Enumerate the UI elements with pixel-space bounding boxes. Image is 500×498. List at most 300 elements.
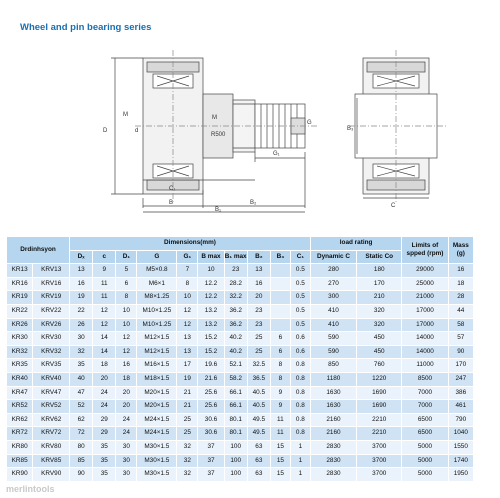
table-cell: 18 (116, 372, 137, 386)
table-cell: 450 (357, 332, 402, 346)
table-row (7, 386, 474, 400)
table-cell: KR72 (7, 427, 33, 441)
table-cell: 24 (93, 386, 116, 400)
table-cell: 0.5 (290, 318, 310, 332)
table-cell: 30 (116, 468, 137, 482)
table-row (7, 372, 474, 386)
table-cell: KRV85 (33, 454, 70, 468)
table-row (7, 291, 474, 305)
table-cell: 100 (224, 454, 247, 468)
table-cell: 12 (93, 318, 116, 332)
subheader-cell: G₁ (177, 250, 198, 264)
table-cell: 6500 (402, 427, 448, 441)
table-cell: 49.5 (247, 413, 270, 427)
table-cell: 37 (198, 440, 224, 454)
table-cell: KR22 (7, 304, 33, 318)
bearing-drawing (95, 40, 455, 215)
table-cell: 52.1 (224, 359, 247, 373)
table-cell: 8 (270, 372, 290, 386)
label-M-right: M (212, 115, 217, 121)
table-cell: 12 (177, 318, 198, 332)
label-d: d (135, 128, 139, 134)
table-cell: KR90 (7, 468, 33, 482)
header-speed: Limits of spped (rpm) (402, 237, 448, 264)
table-cell: 25.6 (198, 386, 224, 400)
table-cell: KRV13 (33, 264, 70, 278)
table-cell: 8 (177, 277, 198, 291)
table-cell: 25000 (402, 277, 448, 291)
table-cell: 2160 (310, 427, 356, 441)
table-cell: 210 (357, 291, 402, 305)
table-cell: 1630 (310, 400, 356, 414)
table-cell: 36.2 (224, 304, 247, 318)
subheader-cell: Dynamic C (310, 250, 356, 264)
table-row (7, 318, 474, 332)
subheader-cell: B₂ (247, 250, 270, 264)
table-cell: M24×1.5 (137, 413, 177, 427)
table-cell: 32 (177, 454, 198, 468)
table-cell: M20×1.5 (137, 400, 177, 414)
subheader-cell: c (93, 250, 116, 264)
table-cell: 320 (357, 318, 402, 332)
table-cell: 14 (93, 345, 116, 359)
table-cell: 1 (290, 468, 310, 482)
table-cell: 5000 (402, 454, 448, 468)
table-cell: 12 (116, 332, 137, 346)
table-cell: KRV26 (33, 318, 70, 332)
table-cell: 12.2 (198, 291, 224, 305)
table-cell: 30 (116, 440, 137, 454)
table-cell: 20 (93, 372, 116, 386)
table-cell: 14000 (402, 332, 448, 346)
table-cell: 52 (70, 400, 93, 414)
table-cell: 90 (448, 345, 473, 359)
label-B2: B₂ (250, 200, 257, 206)
table-cell: 12 (93, 304, 116, 318)
table-row (7, 454, 474, 468)
table-row (7, 304, 474, 318)
table-cell: 22 (70, 304, 93, 318)
table-cell: 37 (198, 454, 224, 468)
table-cell: 850 (310, 359, 356, 373)
table-cell: 8 (270, 359, 290, 373)
table-cell: 28.2 (224, 277, 247, 291)
table-cell: 21 (177, 386, 198, 400)
table-cell: 2830 (310, 454, 356, 468)
table-cell: 25 (177, 427, 198, 441)
table-cell: 0.8 (290, 400, 310, 414)
table-cell: 20 (116, 386, 137, 400)
table-cell: 30 (116, 454, 137, 468)
table-cell: 15.2 (198, 332, 224, 346)
table-cell: 9 (93, 264, 116, 278)
table-cell: 7 (177, 264, 198, 278)
table-cell: 16 (116, 359, 137, 373)
table-cell: KR52 (7, 400, 33, 414)
subheader-cell: Dₓ (70, 250, 93, 264)
table-cell: 29 (93, 413, 116, 427)
table-cell: 47 (70, 386, 93, 400)
table-cell: KR13 (7, 264, 33, 278)
table-cell: 35 (93, 468, 116, 482)
table-cell: KRV47 (33, 386, 70, 400)
table-cell: 2210 (357, 427, 402, 441)
table-cell: 16 (70, 277, 93, 291)
table-cell: 21000 (402, 291, 448, 305)
table-cell: 0.8 (290, 359, 310, 373)
table-cell: 62 (70, 413, 93, 427)
table-cell: 32.2 (224, 291, 247, 305)
table-cell: 15 (270, 468, 290, 482)
table-cell: 10 (116, 318, 137, 332)
table-cell: 8 (116, 291, 137, 305)
label-D: D (103, 128, 108, 134)
table-cell: 36.2 (224, 318, 247, 332)
table-cell: 1 (290, 454, 310, 468)
table-cell: 15.2 (198, 345, 224, 359)
table-cell: M18×1.5 (137, 372, 177, 386)
table-cell: M30×1.5 (137, 440, 177, 454)
table-cell: 49.5 (247, 427, 270, 441)
table-cell: 0.6 (290, 345, 310, 359)
table-cell: 72 (70, 427, 93, 441)
table-cell: 25.6 (198, 400, 224, 414)
table-cell: KRV90 (33, 468, 70, 482)
label-C1: C₁ (169, 186, 176, 192)
table-cell: 30.6 (198, 413, 224, 427)
table-cell: 10 (116, 304, 137, 318)
watermark: merlintools (6, 484, 55, 494)
table-cell: 10 (198, 264, 224, 278)
table-cell (270, 304, 290, 318)
table-cell: 5000 (402, 468, 448, 482)
table-cell: 8500 (402, 372, 448, 386)
table-cell: 6 (270, 345, 290, 359)
table-cell: 1220 (357, 372, 402, 386)
table-cell: 17000 (402, 304, 448, 318)
table-cell: 13 (177, 345, 198, 359)
table-cell: 7000 (402, 386, 448, 400)
table-cell: M12×1.5 (137, 332, 177, 346)
table-cell: 17 (177, 359, 198, 373)
table-cell: 3700 (357, 440, 402, 454)
table-cell: 590 (310, 332, 356, 346)
header-load: load rating (310, 237, 402, 251)
table-cell: M12×1.5 (137, 345, 177, 359)
table-cell: 32 (177, 440, 198, 454)
table-cell: 19.6 (198, 359, 224, 373)
table-cell: 2830 (310, 440, 356, 454)
table-cell: 20 (247, 291, 270, 305)
table-cell: 21.6 (198, 372, 224, 386)
table-cell: 14 (93, 332, 116, 346)
table-row (7, 468, 474, 482)
table-cell: 170 (357, 277, 402, 291)
table-cell: 0.5 (290, 291, 310, 305)
table-cell: M6×1 (137, 277, 177, 291)
table-cell: 760 (357, 359, 402, 373)
table-cell: 9 (270, 400, 290, 414)
table-cell: KR26 (7, 318, 33, 332)
label-B3: B₃ (347, 126, 354, 132)
table-cell: 1040 (448, 427, 473, 441)
table-cell: KR47 (7, 386, 33, 400)
table-cell: M10×1.25 (137, 304, 177, 318)
table-cell: M30×1.5 (137, 454, 177, 468)
table-row (7, 345, 474, 359)
subheader-cell: Static Co (357, 250, 402, 264)
table-cell: 12 (116, 345, 137, 359)
table-cell (270, 264, 290, 278)
table-cell: 13 (177, 332, 198, 346)
table-cell: 19 (70, 291, 93, 305)
table-cell (270, 318, 290, 332)
table-cell: 15 (270, 454, 290, 468)
table-cell: 63 (247, 454, 270, 468)
table-cell: M16×1.5 (137, 359, 177, 373)
table-cell: 0.8 (290, 413, 310, 427)
table-cell: KRV72 (33, 427, 70, 441)
table-cell: 11 (270, 413, 290, 427)
table-cell: 1630 (310, 386, 356, 400)
table-cell: 80 (70, 440, 93, 454)
table-cell: 28 (448, 291, 473, 305)
table-cell: 24 (116, 413, 137, 427)
table-cell: 80.1 (224, 427, 247, 441)
table-cell: 170 (448, 359, 473, 373)
table-cell: 13 (70, 264, 93, 278)
table-cell: 1550 (448, 440, 473, 454)
table-cell: 0.8 (290, 372, 310, 386)
table-cell: 2210 (357, 413, 402, 427)
table-cell: 32.5 (247, 359, 270, 373)
table-cell: KRV32 (33, 345, 70, 359)
table-cell: 16 (448, 264, 473, 278)
subheader-cell: D₁ (116, 250, 137, 264)
table-cell: 3700 (357, 468, 402, 482)
table-cell: 410 (310, 304, 356, 318)
table-cell: KR19 (7, 291, 33, 305)
table-cell: 25 (247, 345, 270, 359)
table-cell: 35 (93, 440, 116, 454)
table-cell: 13 (247, 264, 270, 278)
table-cell: 386 (448, 386, 473, 400)
table-cell: 0.8 (290, 386, 310, 400)
table-cell: KR62 (7, 413, 33, 427)
table-cell: 40.2 (224, 332, 247, 346)
table-cell: 0.8 (290, 427, 310, 441)
table-cell: KRV52 (33, 400, 70, 414)
table-cell: KR35 (7, 359, 33, 373)
table-cell: 100 (224, 440, 247, 454)
table-cell: 26 (70, 318, 93, 332)
table-cell: 17000 (402, 318, 448, 332)
table-cell: 80.1 (224, 413, 247, 427)
subheader-cell: G (137, 250, 177, 264)
table-row (7, 427, 474, 441)
subheader-cell: B₃ (270, 250, 290, 264)
table-cell: M24×1.5 (137, 427, 177, 441)
table-cell: 44 (448, 304, 473, 318)
table-cell: 23 (224, 264, 247, 278)
table-row (7, 332, 474, 346)
table-cell: 13.2 (198, 318, 224, 332)
table-cell: 280 (310, 264, 356, 278)
table-cell: KRV19 (33, 291, 70, 305)
table-cell: 57 (448, 332, 473, 346)
table-cell: KRV40 (33, 372, 70, 386)
table-cell: 24 (93, 400, 116, 414)
table-cell: 18 (448, 277, 473, 291)
table-cell: 25 (247, 332, 270, 346)
table-cell: 29000 (402, 264, 448, 278)
spec-table (6, 236, 474, 482)
table-cell: 63 (247, 440, 270, 454)
table-cell: 12 (177, 304, 198, 318)
table-cell: 11 (93, 277, 116, 291)
subheader-cell: C₁ (290, 250, 310, 264)
table-row (7, 277, 474, 291)
table-cell: 66.1 (224, 386, 247, 400)
table-row (7, 400, 474, 414)
label-R500: R500 (211, 132, 226, 138)
label-G: G (307, 120, 312, 126)
table-cell: 14000 (402, 345, 448, 359)
table-cell: KRV62 (33, 413, 70, 427)
table-cell: 85 (70, 454, 93, 468)
table-row (7, 440, 474, 454)
table-cell: 9 (270, 386, 290, 400)
table-cell: 0.5 (290, 277, 310, 291)
table-cell: 2160 (310, 413, 356, 427)
table-cell: 320 (357, 304, 402, 318)
table-cell: 7000 (402, 400, 448, 414)
table-cell: 5000 (402, 440, 448, 454)
table-cell: 15 (270, 440, 290, 454)
table-cell: 2830 (310, 468, 356, 482)
table-cell: 590 (310, 345, 356, 359)
table-cell: 461 (448, 400, 473, 414)
table-cell: 1690 (357, 386, 402, 400)
table-cell (270, 277, 290, 291)
header-model: Drdinhsyon (7, 237, 70, 264)
table-cell: M8×1.25 (137, 291, 177, 305)
table-cell: KRV80 (33, 440, 70, 454)
table-cell: 6 (116, 277, 137, 291)
table-cell: 23 (247, 318, 270, 332)
table-row (7, 264, 474, 278)
table-cell: 90 (70, 468, 93, 482)
label-B1: B₁ (215, 207, 222, 213)
table-cell: 450 (357, 345, 402, 359)
table-cell: 1690 (357, 400, 402, 414)
table-cell: 12.2 (198, 277, 224, 291)
table-cell: KR32 (7, 345, 33, 359)
table-cell: 58.2 (224, 372, 247, 386)
header-mass: Mass (g) (448, 237, 473, 264)
label-M-left: M (123, 112, 128, 118)
table-cell: 0.6 (290, 332, 310, 346)
table-cell: M10×1.25 (137, 318, 177, 332)
table-cell: 23 (247, 304, 270, 318)
table-cell: 16 (247, 277, 270, 291)
table-cell: 13.2 (198, 304, 224, 318)
table-cell: 180 (357, 264, 402, 278)
table-cell: 58 (448, 318, 473, 332)
table-cell: 40.2 (224, 345, 247, 359)
table-cell: 10 (177, 291, 198, 305)
table-cell: KRV22 (33, 304, 70, 318)
table-cell: 1950 (448, 468, 473, 482)
table-row (7, 413, 474, 427)
table-cell: 40 (70, 372, 93, 386)
table-cell: 32 (70, 345, 93, 359)
table-cell: KR85 (7, 454, 33, 468)
label-G1: G₁ (273, 151, 280, 157)
table-cell: KR40 (7, 372, 33, 386)
table-cell: 270 (310, 277, 356, 291)
table-cell: 300 (310, 291, 356, 305)
table-cell: 410 (310, 318, 356, 332)
table-cell: KRV16 (33, 277, 70, 291)
table-cell: 24 (116, 427, 137, 441)
table-cell: 30.6 (198, 427, 224, 441)
table-cell: 0.5 (290, 264, 310, 278)
table-cell: 20 (116, 400, 137, 414)
table-cell: 40.5 (247, 386, 270, 400)
table-cell: 11 (270, 427, 290, 441)
table-cell: 29 (93, 427, 116, 441)
table-cell: 790 (448, 413, 473, 427)
table-cell: 1180 (310, 372, 356, 386)
table-cell: 1 (290, 440, 310, 454)
table-cell: KR30 (7, 332, 33, 346)
table-cell: KR80 (7, 440, 33, 454)
table-cell: 32 (177, 468, 198, 482)
table-cell: 247 (448, 372, 473, 386)
table-cell: 6500 (402, 413, 448, 427)
table-cell (270, 291, 290, 305)
table-cell: KRV35 (33, 359, 70, 373)
table-cell: 11 (93, 291, 116, 305)
table-cell: 36.5 (247, 372, 270, 386)
subheader-cell: B₁ max (224, 250, 247, 264)
table-cell: 63 (247, 468, 270, 482)
table-cell: M20×1.5 (137, 386, 177, 400)
table-cell: KR16 (7, 277, 33, 291)
table-cell: 21 (177, 400, 198, 414)
table-cell: 1740 (448, 454, 473, 468)
table-cell: 6 (270, 332, 290, 346)
table-cell: 25 (177, 413, 198, 427)
page-title: Wheel and pin bearing series (20, 22, 152, 33)
header-dimensions: Dimensions(mm) (70, 237, 311, 251)
table-cell: M5×0.8 (137, 264, 177, 278)
label-C: C (391, 203, 396, 209)
table-cell: 0.5 (290, 304, 310, 318)
label-B: B (169, 200, 174, 206)
table-cell: 5 (116, 264, 137, 278)
table-cell: M30×1.5 (137, 468, 177, 482)
table-cell: 37 (198, 468, 224, 482)
table-cell: 40.5 (247, 400, 270, 414)
table-cell: 35 (70, 359, 93, 373)
table-cell: 19 (177, 372, 198, 386)
table-cell: 30 (70, 332, 93, 346)
table-row (7, 359, 474, 373)
table-cell: KRV30 (33, 332, 70, 346)
subheader-cell: B max (198, 250, 224, 264)
